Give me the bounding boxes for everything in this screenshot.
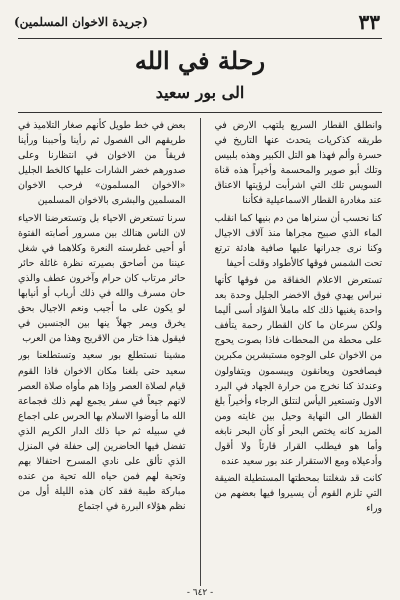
header-rule — [18, 38, 382, 39]
article-title: رحلة في الله — [134, 46, 266, 75]
right-column — [215, 118, 383, 586]
column-divider — [200, 118, 201, 586]
page-footer-number: - ٦٤٢ - — [186, 588, 214, 598]
paragraph: كنا نحسب أن سنراها من دم بنيها كما انقلب الماء الذي صبيح مجراها منذ آلاف الاجيال وكنا نرى جدرانها عليها صافية هادئة ترتع تحت الشمس فوقها كالأطواد وقلت أحيفا — [214, 212, 382, 269]
article-subtitle: الى بور سعيد — [155, 83, 245, 102]
paragraph: تستعرض الاعلام الخفاقة من فوقها كأنها نبراس يهدي فوق الاخضر الجليل وحدة بعد واحدة يغنيها ذلك كله ماملأ الفؤاد أسى أليما ولكن سرعان ما كان القطار رحمة يتأفف على محطة من المحطات فاذا بصوت يحوج من الاخوان على الوجوه مستبشرين مكبرين فيصافحون ويعانقون ويبسمون ويتفاولون وعندئذ كنا نخرج من حرارة الجهاد في البرد الاول وتستعير اليأس لنتلق الرجاء وأخيراً بلغ القطار الى النهاية وحيل بين غايته ومن المزيد كانه يختص البحر أو كأن البحر نابغه وأما هو فيطلب القرار قارئاً ولا أقول وأدعيلاه ومع الاستقرار عند بور سعيد عنده — [214, 274, 382, 468]
paragraph: مشينا نستطلع بور سعيد وتستطلعنا بور سعيد حتى بلغنا مكان الاخوان فاذا القوم قيام لصلاة العصر وإذا هم مأواه صلاة العصر لانهم جيعاً في سفر يجمع لهم ذلك فجماعة الله ما أوضوا الاسلام بها الحرس على اجماع في سبيله ثم حيا ذلك الدار الكريم الذي تفضل فيها الحاضرين إلى حفلة في المنزل الذي تألق على نادي المسرح احتفالا بهم وتحية لهم فمن حياه الله تحية من عنده مباركة طيبة فقد كان هذه الليلة أول من نظم هؤلاء البررة في اجتماع — [18, 350, 186, 513]
paragraph: بعض في خط طويل كأنهم صغار التلاميذ في طريقهم الى الفصول ثم رأينا وأحببنا ورأينا فريقاً من الاخوان في انتظارنا وعلى صدورهم خضر الشارات عليها كالخط الجليل «الاخوان المسلمون» فرحب الاخوان المسلمين والبشرى بالاخوان المسلمين — [18, 120, 186, 207]
page-header — [14, 8, 386, 36]
article-title-block — [18, 44, 382, 112]
paragraph: وانطلق القطار السريع يلتهب الارض في طريقه كذكريات يتحدث عنها التاريخ في حسرة وألم فهذا هو التل الكبير وهذه بلبيس وتلك أبو صوير والمحسمة وأخيراً هذه قناة السويس تلك التي اشرأبت لرؤيتها الاعناق عند مغادرة القطار الاسماعيلية فكأننا — [214, 120, 382, 207]
left-column — [18, 118, 186, 586]
title-rule — [18, 112, 382, 113]
article-body — [18, 118, 382, 586]
paragraph: سرنا تستعرض الاحياء بل وتستعرضنا الاحياء لان الناس هنالك بين مسرور أصابته الفتوة أو أحيى غطرسته النعرة وكلاهما في شغل عيننا من أصاحق بصيرته نظرة غائلة حائر حائر مرتاب كان حرام وآخرون عطف والذي حان مسرف والله في ذلك أرباب أو أنيابها لو يكون على ما أجيب ونعم الاجيال بحق يخرق ويمر جهلاً ينها بين الجنسين في فيقول هذا ختار من الاقريح وهذا من العرب — [18, 212, 186, 345]
journal-title: (جريدة الاخوان المسلمين) — [14, 15, 148, 29]
page-number: ٣٣ — [358, 10, 380, 34]
paragraph: كانت قد شغلتنا بمحطتها المستطيلة الضيقة التي تلزم القوم أن يسيروا فيها بعضهم من وراء — [214, 473, 382, 515]
